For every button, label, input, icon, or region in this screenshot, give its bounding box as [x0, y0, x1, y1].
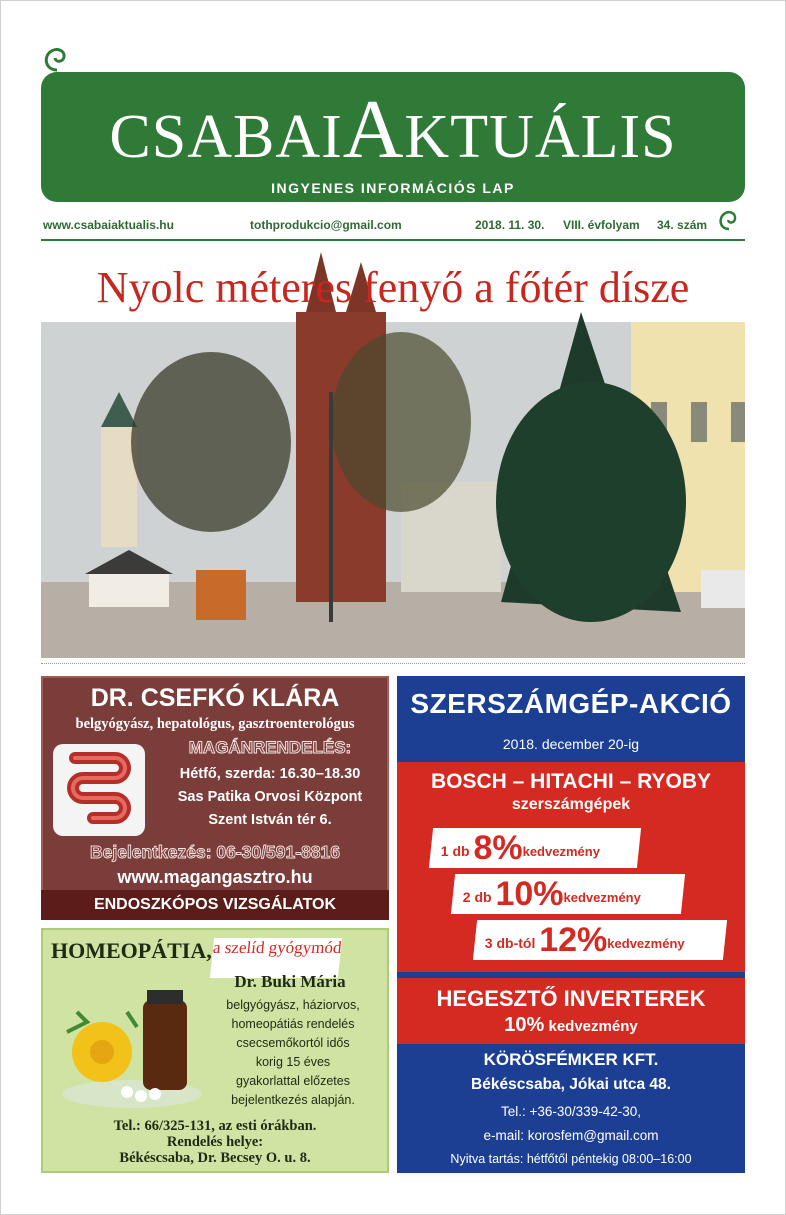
- website-link[interactable]: www.csabaiaktualis.hu: [43, 218, 174, 232]
- endoscopy-banner: ENDOSZKÓPOS VIZSGÁLATOK: [41, 890, 389, 920]
- doctor-website[interactable]: www.magangasztro.hu: [117, 867, 313, 887]
- tool-sale-ad: [397, 676, 745, 1173]
- homeopathy-title: HOMEOPÁTIA, a szelíd gyógymód: [51, 938, 212, 964]
- dandelion-bottle-image: [57, 972, 207, 1112]
- homeopathy-contact: Tel.: 66/325-131, az esti órákban. Rendelés helye: Békéscsaba, Dr. Becsey O. u. 8.: [113, 1118, 317, 1166]
- homeopathy-doctor: Dr. Buki Mária: [234, 972, 346, 991]
- offer-3: 3 db-tól 12%kedvezmény: [473, 920, 727, 960]
- offer-1: 1 db 8%kedvezmény: [429, 828, 641, 868]
- homeopathy-ad: [41, 928, 389, 1173]
- doctor-specialty: belgyógyász, hepatológus, gasztroenterológus: [75, 716, 355, 732]
- private-practice-label: MAGÁNRENDELÉS:: [188, 738, 352, 757]
- welder-title: HEGESZTŐ INVERTEREK: [436, 986, 706, 1011]
- company-name: KÖRÖSFÉMKER KFT.: [483, 1050, 659, 1069]
- welder-discount: 10% kedvezmény: [504, 1014, 638, 1036]
- tool-brands-sub: szerszámgépek: [511, 796, 631, 813]
- newspaper-title: CSABAIAKTUÁLIS: [109, 83, 677, 176]
- tool-sale-until: 2018. december 20-ig: [502, 736, 640, 752]
- newspaper-subtitle: INGYENES INFORMÁCIÓS LAP: [271, 180, 515, 196]
- company-address: Békéscsaba, Jókai utca 48.: [471, 1076, 671, 1093]
- company-hours: Nyitva tartás: hétfőtől péntekig 08:00–16:00: [450, 1152, 692, 1166]
- volume: VIII. évfolyam: [563, 218, 640, 232]
- tool-offers-panel: [397, 762, 745, 972]
- swirl-icon: [40, 40, 74, 74]
- issue-date: 2018. 11. 30.: [475, 218, 545, 232]
- tool-sale-title: SZERSZÁMGÉP-AKCIÓ: [410, 688, 732, 719]
- divider: [41, 663, 745, 664]
- doctor-hours: Hétfő, szerda: 16.30–18.30 Sas Patika Orvosi Központ Szent István tér 6.: [177, 766, 363, 828]
- doctor-booking: Bejelentkezés: 06-30/591-8816: [89, 842, 341, 862]
- doctor-name: DR. CSEFKÓ KLÁRA: [90, 684, 340, 712]
- offer-2: 2 db 10%kedvezmény: [451, 874, 685, 914]
- tool-brands: BOSCH – HITACHI – RYOBY: [430, 770, 712, 793]
- headline: Nyolc méteres fenyő a főtér dísze: [96, 263, 690, 312]
- intestine-icon: [53, 744, 145, 836]
- company-phone: Tel.: +36-30/339-42-30,: [501, 1104, 641, 1119]
- doctor-ad: [41, 676, 389, 920]
- header-rule: [41, 239, 745, 241]
- company-email[interactable]: e-mail: korosfem@gmail.com: [483, 1128, 659, 1143]
- issue-number: 34. szám: [657, 218, 708, 232]
- email-link[interactable]: tothprodukcio@gmail.com: [250, 218, 402, 232]
- swirl-icon: [716, 205, 742, 233]
- homeopathy-description: belgyógyász, háziorvos, homeopátiás rendelés csecsemőkortól idős korig 15 éves gyakorlattal előzetes bejelentkezés alapján.: [226, 998, 360, 1107]
- welder-panel: [397, 978, 745, 1044]
- info-bar: [43, 218, 743, 236]
